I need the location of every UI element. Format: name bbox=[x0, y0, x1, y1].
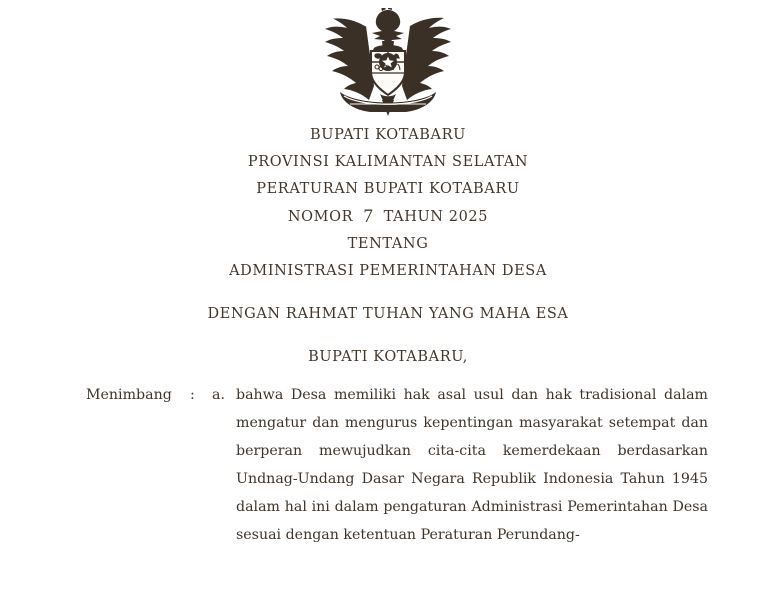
heading-line-2: PROVINSI KALIMANTAN SELATAN bbox=[247, 154, 529, 170]
regulation-number-line bbox=[0, 203, 776, 231]
heading-line-3: PERATURAN BUPATI KOTABARU bbox=[256, 181, 520, 197]
document-subject: ADMINISTRASI PEMERINTAHAN DESA bbox=[229, 263, 547, 279]
nomor-prefix: NOMOR bbox=[287, 209, 354, 225]
spacer-after-subject bbox=[0, 285, 776, 301]
invocation-line: DENGAN RAHMAT TUHAN YANG MAHA ESA bbox=[207, 306, 569, 322]
considerans-item-text: bahwa Desa memiliki hak asal usul dan hak tradisional dalam mengatur dan mengurus kepentingan masyarakat setempat dan berperan mewujudkan cita-cita kemerdekaan berdasarkan Undnag-Undang Dasar Negara Republik Indonesia Tahun 1945 dalam hal ini dalam pengaturan Administrasi Pemerintahan Desa sesuai dengan ketentuan Peraturan Perundang- bbox=[236, 387, 708, 543]
nomor-value: 7 bbox=[363, 206, 374, 227]
emblem-container bbox=[0, 0, 776, 122]
heading-line-1: BUPATI KOTABARU bbox=[310, 127, 466, 143]
document-heading bbox=[0, 122, 776, 285]
considerans-label: Menimbang bbox=[86, 387, 172, 403]
spacer-after-invocation bbox=[0, 328, 776, 344]
considerans-item-marker: a. bbox=[212, 387, 225, 403]
nomor-suffix: TAHUN 2025 bbox=[383, 209, 489, 225]
considerans-section bbox=[0, 381, 776, 549]
garuda-pancasila-emblem bbox=[322, 8, 454, 120]
considerans-colon: : bbox=[190, 387, 195, 403]
tentang-label: TENTANG bbox=[347, 236, 429, 252]
considerans-row bbox=[86, 381, 708, 549]
signatory-heading: BUPATI KOTABARU, bbox=[308, 349, 468, 365]
